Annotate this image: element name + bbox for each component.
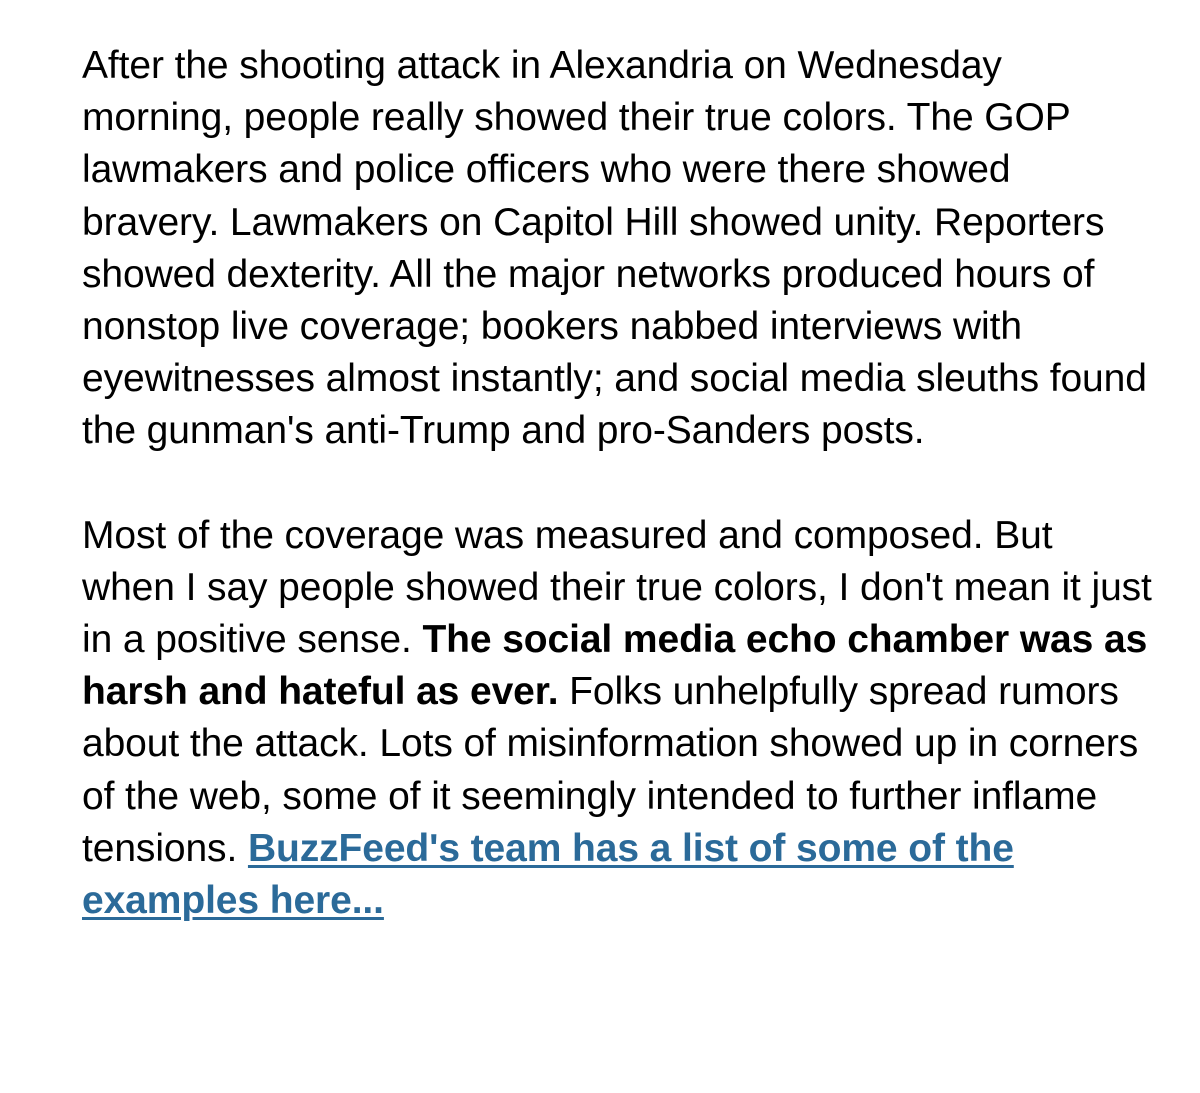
paragraph-1-text: After the shooting attack in Alexandria on Wednesday morning, people really showed their true colors. The GOP lawmakers and police officers who were there showed bravery. Lawmakers on Capitol Hill showed unity. Reporters showed dexterity. All the major networks produced hours of nonstop live coverage; bookers nabbed interviews with eyewitnesses almost instantly; and social media sleuths found the gunman's anti-Trump and pro-Sanders posts. xyxy=(82,44,1147,453)
paragraph-1 xyxy=(82,40,1152,458)
paragraph-2-text-start: Most of the coverage was measured and composed. But when I say people showed their true colors, I don't mean it just in a positive sense. xyxy=(82,513,1152,662)
article-body xyxy=(82,40,1152,927)
paragraph-2-bold-text: The social media echo chamber was as harsh and hateful as ever. xyxy=(82,618,1148,714)
paragraph-2 xyxy=(82,510,1152,928)
paragraph-2-text-middle: Folks unhelpfully spread rumors about the attack. Lots of misinformation showed up in corners of the web, some of it seemingly intended to further inflame tensions. xyxy=(82,670,1139,870)
buzzfeed-examples-link[interactable]: BuzzFeed's team has a list of some of the examples here... xyxy=(82,826,1014,923)
